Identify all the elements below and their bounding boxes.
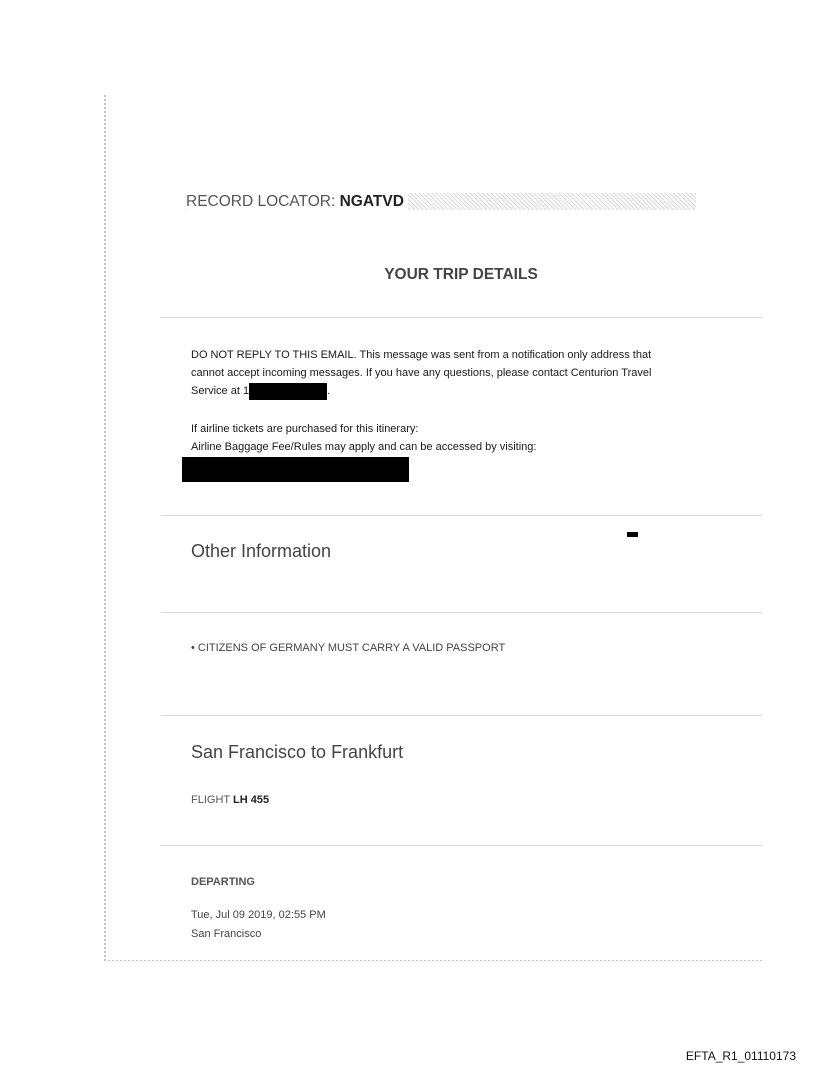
record-locator-label: RECORD LOCATOR:	[186, 193, 340, 210]
divider	[161, 845, 762, 846]
divider	[161, 515, 762, 516]
divider	[161, 317, 762, 318]
notice-phone-prefix: Service at 1	[191, 385, 250, 397]
flight-number-value: LH 455	[232, 794, 270, 806]
record-locator	[186, 193, 408, 211]
redaction-phone	[249, 383, 327, 400]
baggage-fee-note: Airline Baggage Fee/Rules may apply and can be accessed by visiting:	[191, 441, 537, 453]
flight-number	[191, 794, 269, 806]
divider	[161, 715, 762, 716]
departing-label: DEPARTING	[191, 876, 255, 888]
trip-details-title: YOUR TRIP DETAILS	[384, 266, 538, 283]
redaction-url	[182, 457, 409, 482]
record-locator-code: NGATVD	[339, 193, 404, 210]
other-information-heading: Other Information	[191, 541, 332, 561]
page-frame-left-border	[104, 95, 106, 962]
flight-number-label: FLIGHT	[191, 794, 233, 806]
page-frame-bottom-border	[104, 960, 762, 961]
other-information-item: • CITIZENS OF GERMANY MUST CARRY A VALID PASSPORT	[191, 642, 506, 654]
document-id: EFTA_R1_01110173	[685, 1049, 796, 1063]
notice-line-phone	[191, 382, 330, 400]
departing-datetime: Tue, Jul 09 2019, 02:55 PM	[191, 909, 326, 921]
notice-line: cannot accept incoming messages. If you have any questions, please contact Centurion Travel	[191, 367, 652, 379]
notice-phone-suffix: .	[327, 385, 331, 397]
flight-route-heading: San Francisco to Frankfurt	[191, 742, 404, 762]
divider	[161, 612, 762, 613]
notice-line: DO NOT REPLY TO THIS EMAIL. This message was sent from a notification only address that	[191, 349, 652, 361]
departing-city: San Francisco	[191, 928, 262, 940]
airline-tickets-note: If airline tickets are purchased for this itinerary:	[191, 423, 419, 435]
redaction-mark	[627, 532, 638, 537]
